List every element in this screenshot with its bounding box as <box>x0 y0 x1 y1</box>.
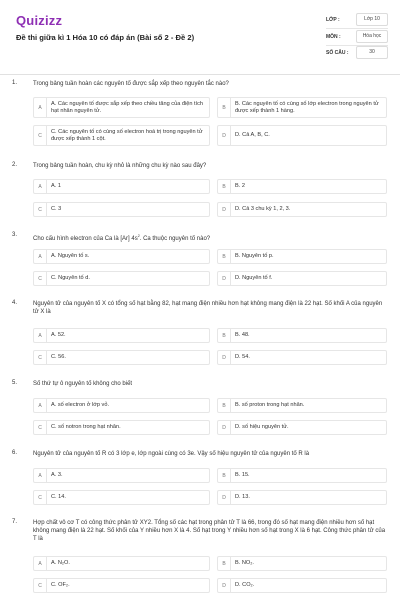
option-text: A. Các nguyên tố được sắp xếp theo chiều tăng của điện tích hạt nhân nguyên tử. <box>51 100 204 114</box>
answer-option-c[interactable] <box>33 350 210 365</box>
superscript: 2 <box>137 234 140 238</box>
question-count-label: SỐ CÂU : <box>326 50 349 56</box>
option-text: A. N₂O. <box>51 560 70 566</box>
option-letter: C <box>34 351 47 364</box>
option-letter: B <box>218 399 231 412</box>
answer-option-d[interactable] <box>217 350 387 365</box>
option-text: D. Nguyên tố f. <box>235 275 273 281</box>
option-letter: B <box>218 469 231 482</box>
grade-label: LỚP : <box>326 17 340 23</box>
option-text: B. 2 <box>235 183 245 189</box>
answer-option-a[interactable] <box>33 249 210 264</box>
option-text: A. Nguyên tố s. <box>51 253 90 259</box>
option-text: A. số electron ở lớp vỏ. <box>51 402 110 408</box>
subject-label: MÔN : <box>326 34 341 40</box>
question-text <box>33 232 388 243</box>
option-text: A. 52. <box>51 332 66 338</box>
question-text: Nguyên tử của nguyên tố R có 3 lớp e, lớp ngoài cùng có 3e. Vậy số hiệu nguyên tử của nguyên tố R là <box>33 451 310 457</box>
question-text: Trong bảng tuần hoàn các nguyên tố được sắp xếp theo nguyên tắc nào? <box>33 81 229 87</box>
option-text: B. NO₂. <box>235 560 254 566</box>
answer-option-b[interactable] <box>217 97 387 118</box>
option-text: C. Nguyên tố d. <box>51 275 90 281</box>
option-letter: A <box>34 557 47 570</box>
option-text: D. CO₂. <box>235 582 255 588</box>
option-text: B. Các nguyên tố có cùng số lớp electron trong nguyên tử được xếp thành 1 hàng. <box>235 100 379 114</box>
answer-option-c[interactable] <box>33 271 210 286</box>
meta-divider <box>326 28 388 29</box>
question-number: 2. <box>12 162 18 168</box>
answer-option-a[interactable] <box>33 328 210 343</box>
option-text: A. 1 <box>51 183 61 189</box>
option-text: C. Các nguyên tố có cùng số electron hoá trị trong nguyên tử được xếp thành 1 cột. <box>51 128 203 142</box>
option-text: B. số proton trong hạt nhân. <box>235 402 305 408</box>
option-letter: D <box>218 421 231 434</box>
answer-option-c[interactable] <box>33 578 210 593</box>
option-letter: A <box>34 180 47 193</box>
option-text: A. 3. <box>51 472 63 478</box>
answer-option-b[interactable] <box>217 328 387 343</box>
option-letter: C <box>34 421 47 434</box>
option-letter: D <box>218 203 231 216</box>
option-text: D. số hiệu nguyên tử. <box>235 424 289 430</box>
answer-option-b[interactable] <box>217 179 387 194</box>
option-text: C. 56. <box>51 354 66 360</box>
answer-option-d[interactable] <box>217 202 387 217</box>
option-letter: C <box>34 579 47 592</box>
answer-option-d[interactable] <box>217 271 387 286</box>
option-letter: D <box>218 272 231 285</box>
option-letter: D <box>218 126 231 145</box>
option-text: C. 14. <box>51 494 66 500</box>
question-text: Nguyên tử của nguyên tố X có tổng số hạt bằng 82, hạt mang điện nhiều hơn hạt không mang điện là 22 hạt. Số khối A của nguyên tử X là <box>33 301 383 315</box>
option-letter: A <box>34 98 47 117</box>
answer-option-d[interactable] <box>217 420 387 435</box>
answer-option-c[interactable] <box>33 125 210 146</box>
answer-option-c[interactable] <box>33 202 210 217</box>
option-letter: A <box>34 329 47 342</box>
question-text: Trong bảng tuần hoàn, chu kỳ nhỏ là những chu kỳ nào sau đây? <box>33 163 207 169</box>
option-letter: B <box>218 557 231 570</box>
grade-value: Lớp 10 <box>356 13 388 26</box>
subject-value: Hóa học <box>356 30 388 43</box>
option-letter: D <box>218 351 231 364</box>
answer-option-b[interactable] <box>217 398 387 413</box>
option-letter: B <box>218 180 231 193</box>
option-letter: C <box>34 272 47 285</box>
option-text: B. Nguyên tố p. <box>235 253 274 259</box>
question-text: Số thứ tự ô nguyên tố không cho biết <box>33 381 133 387</box>
question-number: 6. <box>12 450 18 456</box>
answer-option-d[interactable] <box>217 125 387 146</box>
option-text: D. Cả A, B, C. <box>235 132 270 138</box>
option-letter: C <box>34 126 47 145</box>
option-letter: A <box>34 399 47 412</box>
option-text: B. 48. <box>235 332 250 338</box>
option-letter: B <box>218 98 231 117</box>
page-title: Đề thi giữa kì 1 Hóa 10 có đáp án (Bài số 2 - Đề 2) <box>16 33 195 42</box>
answer-option-b[interactable] <box>217 249 387 264</box>
answer-option-b[interactable] <box>217 468 387 483</box>
answer-option-d[interactable] <box>217 578 387 593</box>
option-text: C. 3 <box>51 206 62 212</box>
option-letter: B <box>218 329 231 342</box>
question-number: 7. <box>12 519 18 525</box>
question-number: 5. <box>12 380 18 386</box>
option-text: C. OF₂. <box>51 582 70 588</box>
answer-option-a[interactable] <box>33 97 210 118</box>
answer-option-a[interactable] <box>33 179 210 194</box>
question-text-part: Cho cấu hình electron của Ca là [Ar] 4s <box>33 236 138 242</box>
answer-option-b[interactable] <box>217 556 387 571</box>
question-count-value: 30 <box>356 46 388 59</box>
question-number: 3. <box>12 232 18 238</box>
option-text: B. 15. <box>235 472 250 478</box>
option-letter: D <box>218 491 231 504</box>
option-letter: A <box>34 250 47 263</box>
header-divider <box>0 74 400 75</box>
option-letter: C <box>34 491 47 504</box>
option-text: D. 54. <box>235 354 250 360</box>
question-number: 4. <box>12 300 18 306</box>
option-text: D. 13. <box>235 494 250 500</box>
option-letter: B <box>218 250 231 263</box>
answer-option-d[interactable] <box>217 490 387 505</box>
option-letter: C <box>34 203 47 216</box>
question-number: 1. <box>12 80 18 86</box>
option-text: C. số notron trong hạt nhân. <box>51 424 121 430</box>
option-letter: A <box>34 469 47 482</box>
answer-option-c[interactable] <box>33 420 210 435</box>
question-text-part: . Ca thuộc nguyên tố nào? <box>139 236 211 242</box>
answer-option-c[interactable] <box>33 490 210 505</box>
answer-option-a[interactable] <box>33 556 210 571</box>
option-text: D. Cả 3 chu kỳ 1, 2, 3. <box>235 206 291 212</box>
option-letter: D <box>218 579 231 592</box>
answer-option-a[interactable] <box>33 398 210 413</box>
quizizz-logo: Quizizz <box>16 13 63 28</box>
answer-option-a[interactable] <box>33 468 210 483</box>
question-text: Hợp chất vô cơ T có công thức phân tử XY2. Tổng số các hạt trong phân tử T là 66, trong đó số hạt mang điện nhiều hơn số hạt không mang điện là 22 hạt. Số khối của Y nhiều hơn X là 4. Số hạt trong Y nhiều hơn số hạt trong X là 6 hạt. Công thức phân tử của T là <box>33 520 386 542</box>
